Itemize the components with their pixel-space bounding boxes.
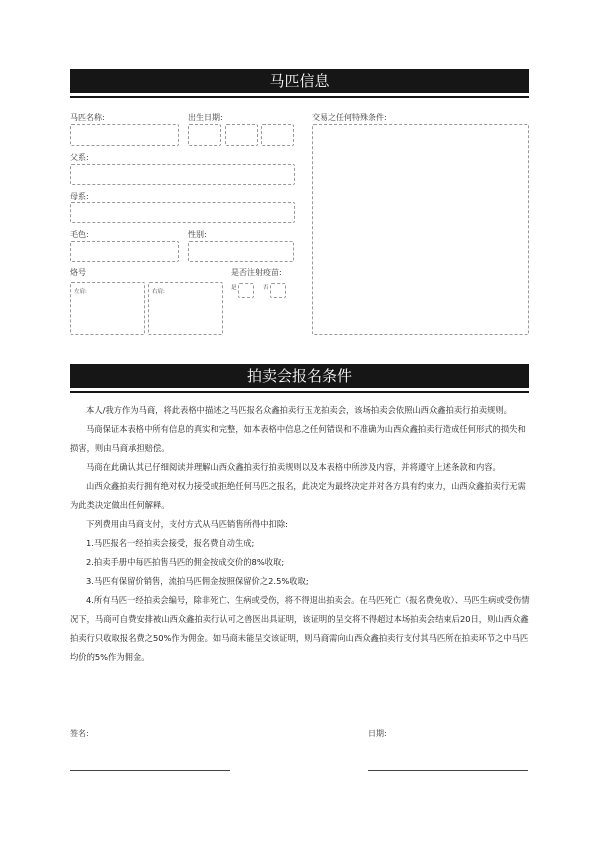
special-conditions-label: 交易之任何特殊条件: bbox=[312, 113, 387, 122]
dob-year-field[interactable] bbox=[261, 124, 294, 146]
vaccine-yes-checkbox[interactable] bbox=[238, 283, 254, 298]
terms-paragraph: 下列费用由马商支付，支付方式从马匹销售所得中扣除: bbox=[86, 519, 288, 529]
date-line[interactable] bbox=[368, 770, 528, 771]
fee-item: 4.所有马匹一经拍卖会编号，除非死亡、生病或受伤，将不得退出拍卖会。在马匹死亡（报名费免收）、马匹生病或受伤情况下，马商可自费安排被山西众鑫拍卖行认可之兽医出具证明，该证明的呈交将不得超过本场拍卖会结束后20日，则山西众鑫拍卖行只收取报名费之50%作为佣金。如马商未能呈交该证明，则马商需向山西众鑫拍卖行支付其马匹所在拍卖环节之中马匹均价的5%作为佣金。 bbox=[70, 595, 530, 662]
fee-item: 1.马匹报名一经拍卖会接受，报名费自动生成; bbox=[86, 538, 255, 548]
dob-label: 出生日期: bbox=[188, 113, 223, 122]
horse-info-title: 马匹信息 bbox=[269, 72, 330, 90]
horse-info-header bbox=[70, 69, 529, 93]
fee-item: 3.马匹有保留价销售，流拍马匹佣金按照保留价之2.5%收取; bbox=[86, 576, 309, 586]
terms-header bbox=[70, 364, 529, 388]
date-label: 日期: bbox=[368, 729, 387, 738]
header-rule bbox=[70, 391, 529, 393]
left-shoulder-label: 左肩: bbox=[74, 289, 87, 295]
right-shoulder-brand-field[interactable] bbox=[148, 282, 223, 335]
fee-item: 2.拍卖手册中每匹拍售马匹的佣金按成交价的8%收取; bbox=[86, 557, 285, 567]
terms-paragraph: 马商保证本表格中所有信息的真实和完整，如本表格中信息之任何错误和不准确为山西众鑫拍卖行造成任何形式的损失和损害，则由马商承担赔偿。 bbox=[70, 424, 526, 453]
right-shoulder-label: 右肩: bbox=[152, 289, 165, 295]
terms-paragraph: 马商在此确认其已仔细阅读并理解山西众鑫拍卖行拍卖规则以及本表格中所涉及内容，并将遵守上述条款和内容。 bbox=[86, 462, 501, 472]
dob-month-field[interactable] bbox=[225, 124, 258, 146]
dam-field[interactable] bbox=[70, 202, 295, 223]
signature-line[interactable] bbox=[70, 770, 230, 771]
vaccine-no-label: 否 bbox=[263, 285, 269, 291]
sex-field[interactable] bbox=[188, 241, 294, 262]
terms-title: 拍卖会报名条件 bbox=[246, 367, 352, 385]
brand-label: 烙号 bbox=[70, 268, 86, 277]
header-rule bbox=[70, 96, 529, 98]
signature-label: 签名: bbox=[70, 729, 89, 738]
horse-name-label: 马匹名称: bbox=[70, 113, 105, 122]
color-field[interactable] bbox=[70, 241, 179, 262]
special-conditions-field[interactable] bbox=[312, 124, 529, 335]
left-shoulder-brand-field[interactable] bbox=[70, 282, 145, 335]
vaccine-label: 是否注射疫苗: bbox=[231, 268, 282, 277]
sire-label: 父系: bbox=[70, 153, 89, 162]
terms-body bbox=[70, 401, 530, 667]
sex-label: 性别: bbox=[188, 230, 207, 239]
vaccine-no-checkbox[interactable] bbox=[270, 283, 286, 298]
color-label: 毛色: bbox=[70, 230, 89, 239]
vaccine-yes-label: 是 bbox=[231, 285, 237, 291]
terms-paragraph: 本人/我方作为马商，将此表格中描述之马匹报名众鑫拍卖行玉龙拍卖会，该场拍卖会依照山西众鑫拍卖行拍卖规则。 bbox=[86, 405, 512, 415]
horse-name-field[interactable] bbox=[70, 124, 179, 146]
dob-day-field[interactable] bbox=[188, 124, 221, 146]
dam-label: 母系: bbox=[70, 192, 89, 201]
terms-paragraph: 山西众鑫拍卖行拥有绝对权力接受或拒绝任何马匹之报名，此决定为最终决定并对各方具有约束力，山西众鑫拍卖行无需为此类决定做出任何解释。 bbox=[70, 481, 526, 510]
sire-field[interactable] bbox=[70, 164, 295, 185]
